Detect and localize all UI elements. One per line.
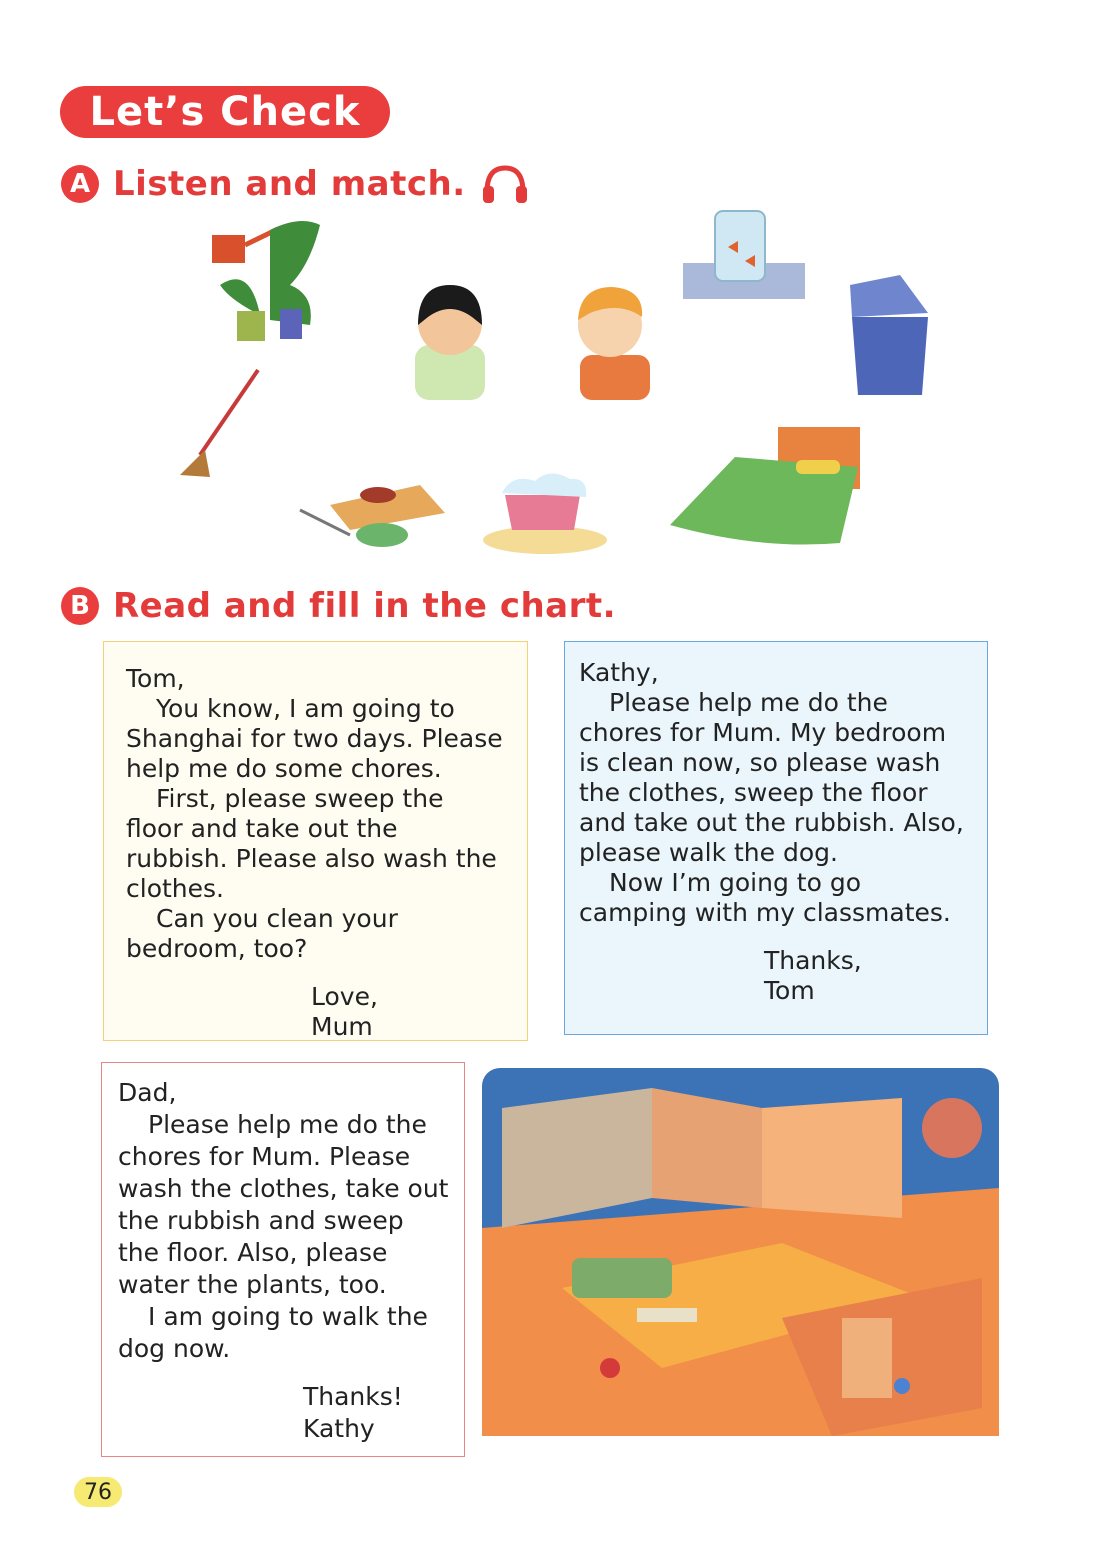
note-closing: Thanks! xyxy=(303,1382,403,1411)
section-b-title: Read and fill in the chart. xyxy=(113,586,617,626)
bed-picture[interactable] xyxy=(670,427,860,545)
note-signature: Mum xyxy=(311,1012,373,1041)
boy-picture[interactable] xyxy=(578,287,650,400)
note-from-mum xyxy=(103,641,528,1041)
note-paragraph: First, please sweep the floor and take out the rubbish. Please also wash the clothes. xyxy=(126,784,497,903)
note-paragraph: Please help me do the chores for Mum. Please wash the clothes, take out the rubbish and sweep the floor. Also, please water the plants, too. xyxy=(118,1110,449,1299)
broom-picture[interactable] xyxy=(180,370,258,477)
girl-picture[interactable] xyxy=(415,285,485,400)
washing-clothes-picture[interactable] xyxy=(483,473,607,554)
note-from-tom xyxy=(564,641,988,1035)
note-paragraph: I am going to walk the dog now. xyxy=(118,1302,428,1363)
lets-check-header: Let’s Check xyxy=(60,86,390,138)
note-greeting: Tom, xyxy=(126,664,185,693)
note-closing: Love, xyxy=(311,982,378,1011)
house-illustration xyxy=(482,1068,999,1436)
section-b-letter: B xyxy=(61,587,99,625)
note-signature: Tom xyxy=(764,976,815,1005)
section-a-title: Listen and match. xyxy=(113,164,466,204)
watering-plants-picture[interactable] xyxy=(212,221,320,341)
note-from-kathy xyxy=(101,1062,465,1457)
rubbish-bin-picture[interactable] xyxy=(850,275,928,395)
note-greeting: Dad, xyxy=(118,1078,177,1107)
note-greeting: Kathy, xyxy=(579,658,659,687)
note-paragraph: You know, I am going to Shanghai for two days. Please help me do some chores. xyxy=(126,694,503,783)
note-closing: Thanks, xyxy=(764,946,862,975)
cooking-food-picture[interactable] xyxy=(300,485,445,547)
listen-match-illustrations xyxy=(150,205,950,565)
note-signature: Kathy xyxy=(303,1414,375,1443)
page-number: 76 xyxy=(74,1477,122,1507)
fish-bowl-picture[interactable] xyxy=(683,211,805,299)
note-paragraph: Now I’m going to go camping with my classmates. xyxy=(579,868,951,927)
note-paragraph: Can you clean your bedroom, too? xyxy=(126,904,398,963)
headphones-icon[interactable] xyxy=(480,162,530,206)
note-paragraph: Please help me do the chores for Mum. My bedroom is clean now, so please wash the clothes, sweep the floor and take out the rubbish. Also, please walk the dog. xyxy=(579,688,964,867)
section-a-heading xyxy=(61,162,530,206)
section-a-letter: A xyxy=(61,165,99,203)
section-b-heading xyxy=(61,586,616,626)
